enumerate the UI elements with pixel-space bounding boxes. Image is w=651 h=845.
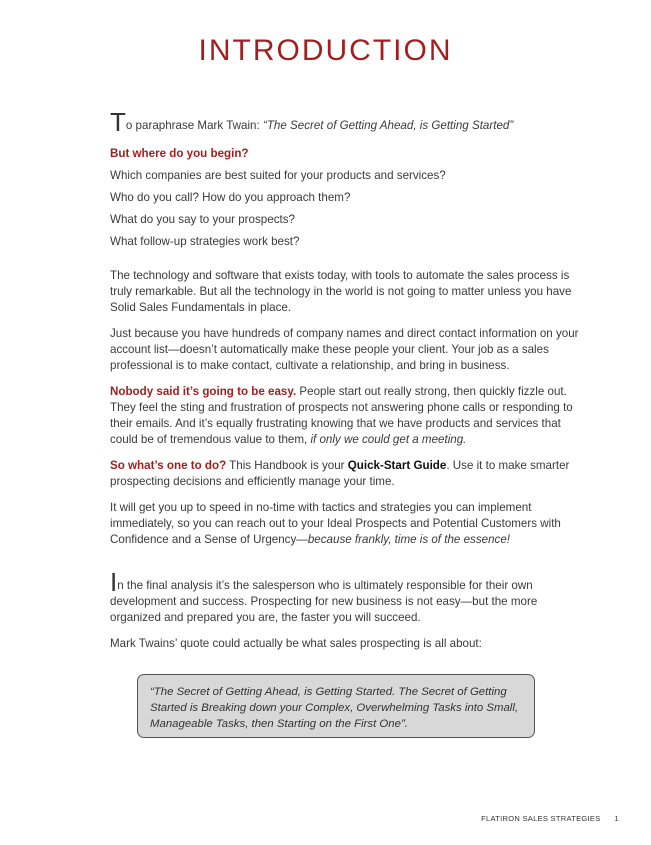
page-footer: [481, 814, 619, 823]
question-item: What do you say to your prospects?: [110, 213, 295, 226]
paragraph-italic: if only we could get a meeting.: [310, 433, 467, 446]
question-list: [110, 168, 580, 250]
twain-quote: “The Secret of Getting Ahead, is Getting Started”: [262, 119, 514, 132]
intro-line: [110, 107, 580, 137]
page-number: 1: [614, 814, 619, 823]
question-item: What follow-up strategies work best?: [110, 235, 300, 248]
paragraph-lead: Nobody said it’s going to be easy.: [110, 385, 297, 398]
quick-start-guide: Quick-Start Guide: [347, 459, 447, 472]
paragraph-text: It will get you up to speed in no-time with tactics and strategies you can implement immediately, so you can reach out to your Ideal Prospects and Potential Customers with Confidence and a Sense of Urgency—: [110, 501, 561, 546]
paragraph-final-analysis: [110, 567, 580, 626]
intro-text: o paraphrase Mark Twain:: [125, 119, 263, 132]
paragraph-text: This Handbook is your: [226, 459, 348, 472]
paragraph-lead: So what’s one to do?: [110, 459, 227, 472]
drop-cap: T: [110, 107, 126, 137]
paragraph-italic: because frankly, time is of the essence!: [307, 533, 510, 546]
main-content: [110, 107, 580, 652]
footer-label: FLATIRON SALES STRATEGIES: [481, 814, 601, 823]
paragraph-not-easy: [110, 384, 580, 448]
paragraph-text: . Use it to make smarter prospecting decisions and efficiently manage your time.: [110, 459, 570, 488]
paragraph-text: n the final analysis it’s the salesperson who is ultimately responsible for their own development and success. Prospecting for new business is not easy—but the more organized and prepared you are, the faster you will succeed.: [110, 579, 538, 624]
question-item: Which companies are best suited for your products and services?: [110, 169, 446, 182]
section-subhead: But where do you begin?: [110, 147, 249, 160]
paragraph-up-to-speed: [110, 500, 580, 548]
paragraph-technology: The technology and software that exists today, with tools to automate the sales process is truly remarkable. But all the technology in the world is not going to matter unless you have Solid Sales Fundamentals in place.: [110, 269, 572, 314]
drop-cap: I: [110, 567, 118, 597]
paragraph-text: People start out really strong, then quickly fizzle out. They feel the sting and frustration of prospects not answering phone calls or responding to their emails. And it’s equally frustrating knowing that we have products and services that could be of tremendous value to them,: [110, 385, 573, 446]
quote-callout: “The Secret of Getting Ahead, is Getting Started. The Secret of Getting Started is Breaking down your Complex, Overwhelming Tasks into Small, Manageable Tasks, then Starting on the First One”.: [137, 674, 535, 738]
paragraph-twains-quote: Mark Twains’ quote could actually be what sales prospecting is all about:: [110, 637, 482, 650]
paragraph-quick-start: [110, 458, 580, 490]
paragraph-account-list: Just because you have hundreds of company names and direct contact information on your account list—doesn’t automatically make these people your client. Your job as a sales professional is to make contact, cultivate a relationship, and bring in business.: [110, 327, 579, 372]
question-item: Who do you call? How do you approach them?: [110, 191, 351, 204]
page-title: INTRODUCTION: [198, 34, 453, 67]
